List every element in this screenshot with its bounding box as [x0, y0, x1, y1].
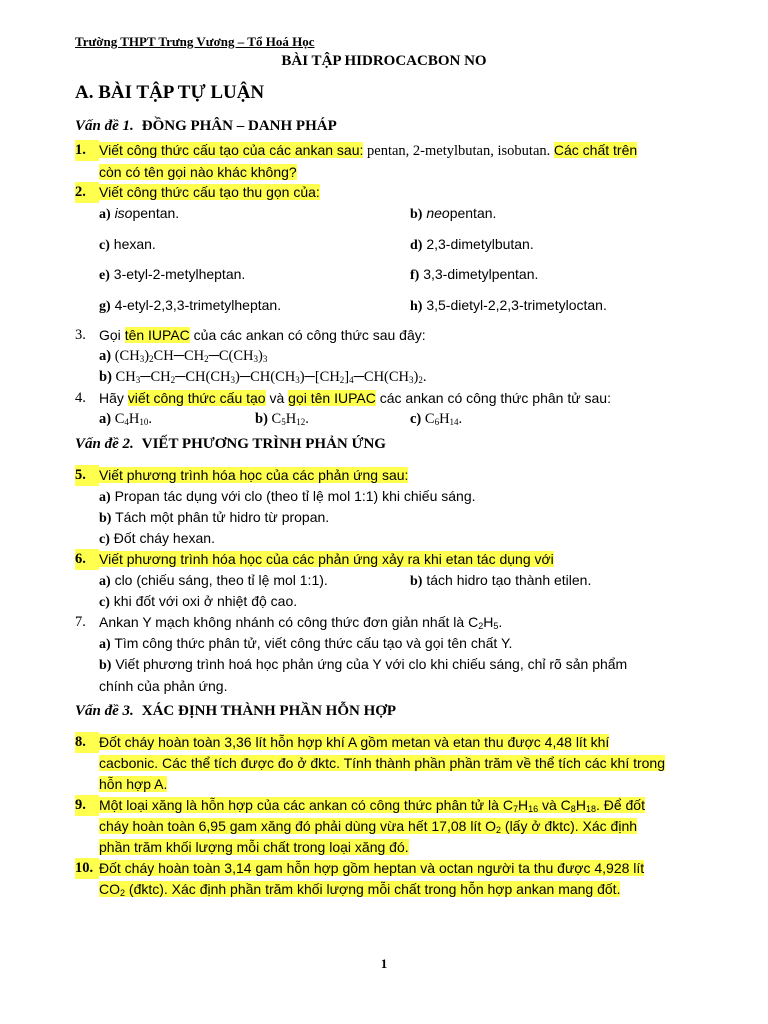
q6-item-a: a) clo (chiếu sáng, theo tỉ lệ mol 1:1).: [99, 572, 328, 589]
question-number: 1.: [75, 140, 99, 161]
q2-item-e: e) 3-etyl-2-metylheptan.: [99, 266, 246, 283]
question-8: 8. Đốt cháy hoàn toàn 3,36 lít hỗn hợp khí A gồm metan và etan thu được 4,48 lít khí cacbonic. Các thể tích được đo ở đktc. Tính thành phần phần trăm về thể tích các khí trong hỗn hợp A.: [75, 734, 666, 792]
q2-item-d: d) 2,3-dimetylbutan.: [410, 236, 534, 253]
topic-2-label: Vấn đề 2.: [75, 436, 134, 452]
topic-2-name: VIẾT PHƯƠNG TRÌNH PHẢN ỨNG: [141, 436, 386, 452]
q7-item-a: a) Tìm công thức phân tử, viết công thức cấu tạo và gọi tên chất Y.: [99, 635, 513, 652]
question-3: 3. Gọi tên IUPAC của các ankan có công thức sau đây:: [75, 325, 715, 346]
q3-formula-a: a) $(CH_3)_2CH─CH_2─C(CH_3)_3$: [99, 348, 268, 364]
q7-item-b: b) Viết phương trình hoá học phản ứng của Y với clo khi chiếu sáng, chỉ rõ sản phẩm: [99, 656, 628, 673]
question-number: 7.: [75, 614, 86, 630]
q6-item-c: c) khi đốt với oxi ở nhiệt độ cao.: [99, 593, 298, 610]
q2-item-f: f) 3,3-dimetylpentan.: [410, 266, 539, 283]
question-number: 3.: [75, 327, 86, 343]
q6-item-b: b) tách hidro tạo thành etilen.: [410, 572, 592, 589]
q1-highlight-1: Viết công thức cấu tạo của các ankan sau:: [99, 142, 364, 158]
q2-item-a: a) isopentan.: [99, 205, 180, 222]
topic-1-label: Vấn đề 1.: [75, 118, 134, 134]
q2-item-g: g) 4-etyl-2,3,3-trimetylheptan.: [99, 297, 282, 314]
question-number: 9.: [75, 795, 99, 816]
question-number: 5.: [75, 465, 99, 486]
q5-highlight: Viết phương trình hóa học của các phản ứng sau:: [99, 467, 409, 483]
question-4: 4. Hãy viết công thức cấu tạo và gọi tên IUPAC các ankan có công thức phân tử sau:: [75, 388, 715, 409]
question-10: 10. Đốt cháy hoàn toàn 3,14 gam hỗn hợp gồm heptan và octan người ta thu được 4,928 lít $CO_2$ (đktc). Xác định phần trăm khối lượng mỗi chất trong hỗn hợp ankan mang đốt.: [75, 860, 645, 898]
question-2: [75, 182, 715, 203]
question-6: [75, 549, 715, 570]
topic-3-heading: [75, 703, 396, 720]
question-7: 7. Ankan Y mạch không nhánh có công thức đơn giản nhất là $C_2H_5$.: [75, 614, 503, 631]
q4-formula-a: a) $C_4H_{10}$.: [99, 411, 152, 427]
q3-formula-b: b) $CH_3─CH_2─CH(CH_3)─CH(CH_3)─[CH_2]_4─CH(CH_3)_2$.: [99, 369, 427, 385]
section-a-heading: A. BÀI TẬP TỰ LUẬN: [75, 82, 265, 103]
topic-3-label: Vấn đề 3.: [75, 703, 134, 719]
page-number: 1: [380, 956, 388, 971]
q1-highlight-2: Các chất trên: [553, 142, 638, 158]
q7-item-b-line-2: chính của phản ứng.: [99, 678, 228, 694]
q3-highlight: tên IUPAC: [124, 327, 190, 343]
q4-highlight-1: viết công thức cấu tạo: [127, 390, 266, 406]
question-9: 9. Một loại xăng là hỗn hợp của các ankan có công thức phân tử là $C_7H_{16}$ và $C_8H_{18}$. Để đốt cháy hoàn toàn 6,95 gam xăng đó phải dùng vừa hết 17,08 lít $O_2$ (lấy ở đktc). Xác định phần trăm khối lượng mỗi chất trong loại xăng đó.: [75, 797, 645, 855]
topic-1-heading: [75, 118, 337, 135]
question-number: 8.: [75, 732, 99, 753]
question-number: 6.: [75, 549, 99, 570]
q6-highlight: Viết phương trình hóa học của các phản ứng xảy ra khi etan tác dụng với: [99, 551, 554, 567]
q5-item-c: c) Đốt cháy hexan.: [99, 530, 215, 547]
q2-highlight: Viết công thức cấu tạo thu gọn của:: [99, 184, 320, 200]
question-number: 10.: [75, 858, 99, 879]
topic-3-name: XÁC ĐỊNH THÀNH PHẦN HỖN HỢP: [141, 703, 397, 719]
q1-line-2: còn có tên gọi nào khác không?: [99, 164, 297, 180]
topic-2-heading: [75, 436, 386, 453]
q4-formula-c: c) $C_6H_{14}$.: [410, 411, 463, 427]
q5-item-b: b) Tách một phân tử hidro từ propan.: [99, 509, 330, 526]
question-number: 4.: [75, 390, 86, 406]
q1-compounds: pentan, 2-metylbutan, isobutan.: [363, 143, 554, 159]
q4-formula-b: b) $C_5H_{12}$.: [255, 411, 309, 427]
question-5: [75, 465, 715, 486]
q5-item-a: a) Propan tác dụng với clo (theo tỉ lệ mol 1:1) khi chiếu sáng.: [99, 488, 476, 505]
school-header: Trường THPT Trưng Vương – Tổ Hoá Học: [75, 34, 315, 49]
question-1: [75, 140, 715, 182]
q2-item-b: b) neopentan.: [410, 205, 497, 222]
topic-1-name: ĐỒNG PHÂN – DANH PHÁP: [141, 118, 337, 134]
question-number: 2.: [75, 182, 99, 203]
q2-item-c: c) hexan.: [99, 236, 156, 253]
document-title: BÀI TẬP HIDROCACBON NO: [281, 53, 487, 69]
q4-highlight-2: gọi tên IUPAC: [288, 390, 376, 406]
q2-item-h: h) 3,5-dietyl-2,2,3-trimetyloctan.: [410, 297, 607, 314]
